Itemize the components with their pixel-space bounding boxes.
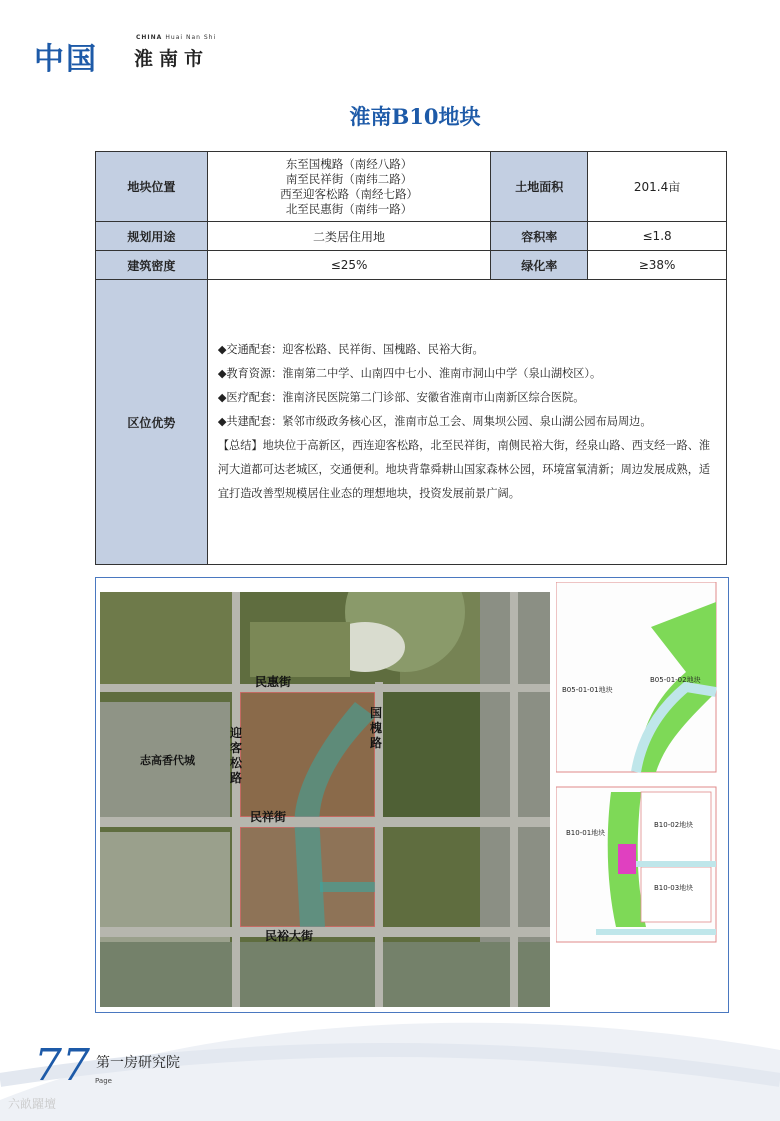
organization-name: 第一房研究院 [96, 1055, 180, 1071]
advantage-item: ◆交通配套：迎客松路、民祥街、国槐路、民裕大街。 [217, 343, 484, 356]
map-label-guohuai: 国槐路 [370, 706, 383, 750]
location-line: 南至民祥街（南纬二路） [285, 171, 413, 186]
map-label-community: 志高香代城 [140, 754, 195, 767]
advantage-item: ◆教育资源：淮南第二中学、山南四中七小、淮南市洞山中学（泉山湖校区）。 [217, 367, 602, 380]
logo-en-small: Huai Nan Shi [165, 34, 217, 41]
density-label: 建筑密度 [96, 251, 208, 280]
page-title: 淮南B10地块 [349, 104, 481, 129]
map-label-minyu: 民裕大街 [265, 929, 314, 943]
advantage-content [207, 280, 726, 565]
plan-label-b10-03: B10-03地块 [654, 884, 694, 892]
logo-english [136, 34, 216, 41]
advantage-item: ◆共建配套：紧邻市级政务核心区，淮南市总工会、周集坝公园、泉山湖公园布局周边。 [217, 415, 652, 428]
plan-label-b10-02: B10-02地块 [654, 821, 694, 829]
table-row [96, 251, 727, 280]
page-number: 77 [34, 1040, 90, 1091]
plan-label-b10-01: B10-01地块 [566, 829, 606, 837]
use-value: 二类居住用地 [207, 222, 491, 251]
location-value [207, 152, 491, 222]
area-label: 土地面积 [491, 152, 588, 222]
location-line: 北至民惠街（南纬一路） [285, 201, 413, 216]
green-value: ≥38% [588, 251, 727, 280]
area-value: 201.4亩 [588, 152, 727, 222]
table-row [96, 222, 727, 251]
summary-text: 【总结】地块位于高新区，西连迎客松路，北至民祥街，南侧民裕大街，经泉山路、西支经一路、淮河大道都可达老城区，交通便利。地块背靠舜耕山国家森林公园，环境富氧清新；周边发展成熟，适宜打造改善型规模居住业态的理想地块，投资发展前景广阔。 [217, 439, 711, 500]
plan-label-b05-0102: B05-01-02地块 [650, 676, 701, 684]
map-label-yingkesong: 迎客松路 [230, 726, 243, 785]
logo-china: 中国 [34, 42, 98, 77]
far-label: 容积率 [491, 222, 588, 251]
logo-city: 淮南市 [134, 48, 210, 70]
plan-label-b05-0101: B05-01-01地块 [562, 686, 613, 694]
header [0, 0, 780, 90]
table-row [96, 280, 727, 565]
logo-en-bold: CHINA [136, 34, 163, 41]
green-label: 绿化率 [491, 251, 588, 280]
advantage-label: 区位优势 [96, 280, 208, 565]
map-label-minhui: 民惠街 [255, 675, 292, 689]
page-label: Page [95, 1077, 112, 1085]
map-panel [95, 577, 729, 1013]
location-label: 地块位置 [96, 152, 208, 222]
location-line: 东至国槐路（南经八路） [285, 156, 413, 171]
advantage-item: ◆医疗配套：淮南济民医院第二门诊部、安徽省淮南市山南新区综合医院。 [217, 391, 585, 404]
density-value: ≤25% [207, 251, 491, 280]
use-label: 规划用途 [96, 222, 208, 251]
aerial-map [100, 592, 550, 1007]
location-line: 西至迎客松路（南经七路） [280, 186, 419, 201]
planning-map [556, 582, 724, 1006]
land-info-table [95, 151, 727, 565]
far-value: ≤1.8 [588, 222, 727, 251]
table-row [96, 152, 727, 222]
map-label-minxiang: 民祥街 [250, 810, 287, 824]
watermark: 六畝躍壇 [8, 1097, 57, 1111]
